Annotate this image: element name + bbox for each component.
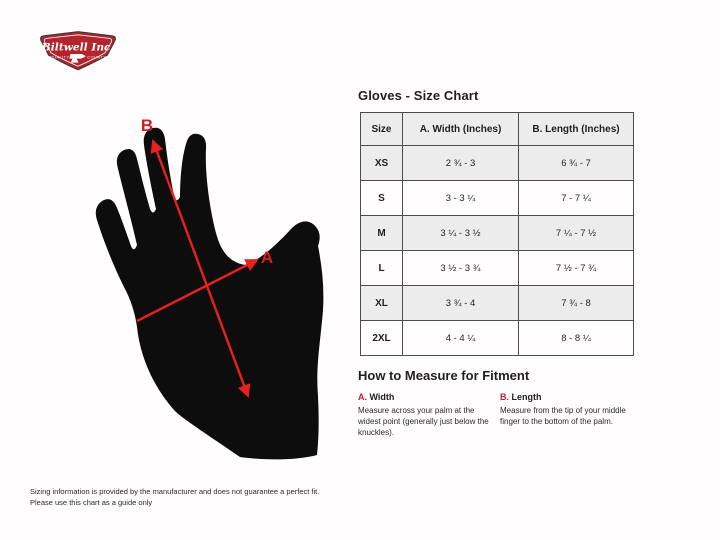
disclaimer-line-1: Sizing information is provided by the manufacturer and does not guarantee a perfect fit. <box>30 487 320 496</box>
measure-item-width <box>358 392 494 438</box>
measure-label-width: Width <box>369 392 395 402</box>
measure-width-heading <box>358 392 494 402</box>
brand-name: Biltwell Inc. <box>41 40 115 54</box>
table-row <box>361 251 634 286</box>
width-cell: 3 - 3 ¼ <box>403 181 519 216</box>
tagline-left: “QUALITY <box>48 55 70 60</box>
size-cell: 2XL <box>361 321 403 356</box>
size-table <box>360 112 634 356</box>
table-row <box>361 216 634 251</box>
measure-length-heading <box>500 392 640 402</box>
col-header-length: B. Length (Inches) <box>519 113 634 146</box>
table-row <box>361 146 634 181</box>
width-cell: 3 ¾ - 4 <box>403 286 519 321</box>
col-header-size: Size <box>361 113 403 146</box>
width-cell: 4 - 4 ¼ <box>403 321 519 356</box>
length-cell: 7 ½ - 7 ¾ <box>519 251 634 286</box>
size-cell: M <box>361 216 403 251</box>
size-cell: L <box>361 251 403 286</box>
size-cell: S <box>361 181 403 216</box>
length-cell: 6 ¾ - 7 <box>519 146 634 181</box>
table-row <box>361 286 634 321</box>
disclaimer <box>30 486 319 509</box>
length-cell: 7 ¾ - 8 <box>519 286 634 321</box>
measure-key-a: A. <box>358 392 367 402</box>
measure-section-title: How to Measure for Fitment <box>358 368 530 383</box>
width-cell: 2 ¾ - 3 <box>403 146 519 181</box>
hand-measurement-diagram <box>80 105 340 465</box>
table-row <box>361 321 634 356</box>
measure-item-length <box>500 392 640 438</box>
length-cell: 8 - 8 ¼ <box>519 321 634 356</box>
tagline-right: COUNTS” <box>87 55 109 60</box>
col-header-width: A. Width (Inches) <box>403 113 519 146</box>
table-header-row <box>361 113 634 146</box>
biltwell-logo <box>35 30 121 72</box>
length-cell: 7 ¼ - 7 ½ <box>519 216 634 251</box>
measure-length-text: Measure from the tip of your middle finger to the bottom of the palm. <box>500 406 626 427</box>
arrow-label-a: A <box>260 248 274 267</box>
measure-width-text: Measure across your palm at the widest point (generally just below the knuckles). <box>358 406 489 438</box>
size-cell: XS <box>361 146 403 181</box>
arrow-label-b: B <box>140 116 154 135</box>
width-cell: 3 ½ - 3 ¾ <box>403 251 519 286</box>
disclaimer-line-2: Please use this chart as a guide only <box>30 498 153 508</box>
table-row <box>361 181 634 216</box>
measure-label-length: Length <box>511 392 542 402</box>
size-cell: XL <box>361 286 403 321</box>
measure-columns <box>358 392 640 438</box>
size-chart-title: Gloves - Size Chart <box>358 88 479 103</box>
width-cell: 3 ¼ - 3 ½ <box>403 216 519 251</box>
length-cell: 7 - 7 ¼ <box>519 181 634 216</box>
measure-key-b: B. <box>500 392 509 402</box>
